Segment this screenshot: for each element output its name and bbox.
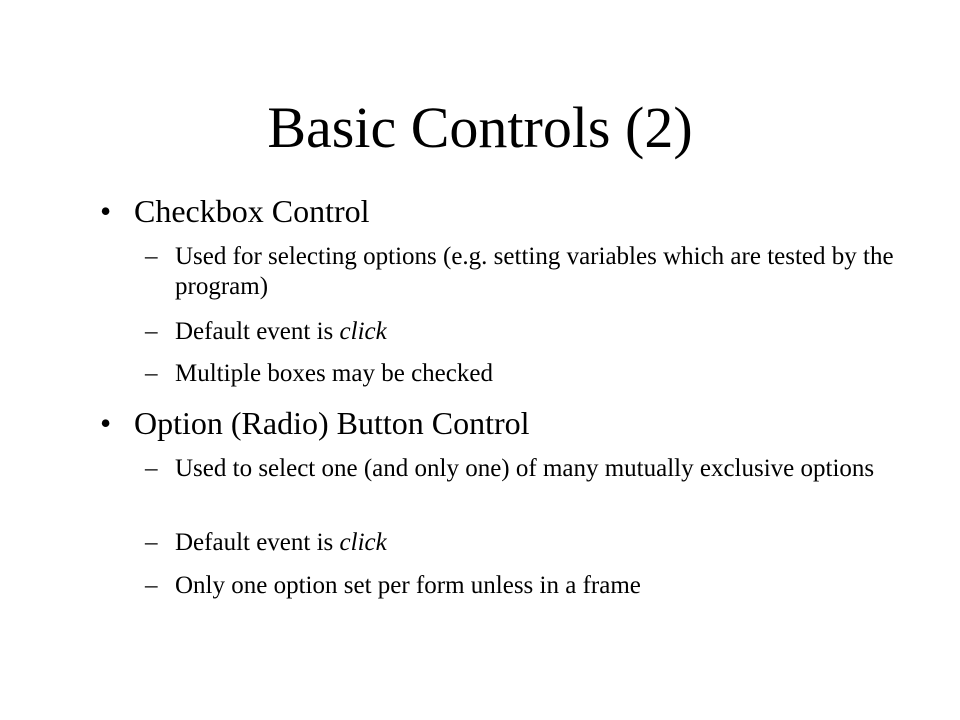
sub-item-prefix: Default event is (175, 318, 340, 345)
sub-item-multiple-boxes (145, 359, 945, 389)
sub-item-only-one-option (145, 571, 945, 601)
dash-marker: – (145, 243, 158, 270)
sub-item-text: Only one option set per form unless in a frame (175, 572, 641, 599)
sub-item-used-to-select (145, 454, 945, 484)
dash-marker: – (145, 572, 158, 599)
sub-item-used-for-selecting (145, 242, 945, 302)
sub-item-text: Multiple boxes may be checked (175, 360, 493, 387)
sub-item-text: Used for selecting options (e.g. setting variables which are tested by the program) (175, 243, 894, 300)
bullet-option-button-control (100, 404, 530, 442)
bullet-checkbox-control (100, 192, 370, 230)
sub-item-text (175, 317, 945, 347)
bullet-dot: • (100, 405, 112, 441)
bullet-heading: Checkbox Control (134, 193, 370, 229)
slide-title: Basic Controls (2) (267, 95, 693, 160)
bullet-dot: • (100, 193, 112, 229)
dash-marker: – (145, 529, 158, 556)
sub-item-default-event (145, 528, 945, 558)
sub-item-prefix: Default event is (175, 529, 340, 556)
sub-item-default-event (145, 317, 945, 347)
sub-item-text: Used to select one (and only one) of many mutually exclusive options (175, 455, 875, 482)
bullet-heading: Option (Radio) Button Control (134, 405, 530, 441)
sub-item-emphasis: click (339, 529, 387, 556)
sub-item-emphasis: click (339, 318, 387, 345)
dash-marker: – (145, 360, 158, 387)
dash-marker: – (145, 455, 158, 482)
dash-marker: – (145, 318, 158, 345)
sub-item-text (175, 528, 945, 558)
